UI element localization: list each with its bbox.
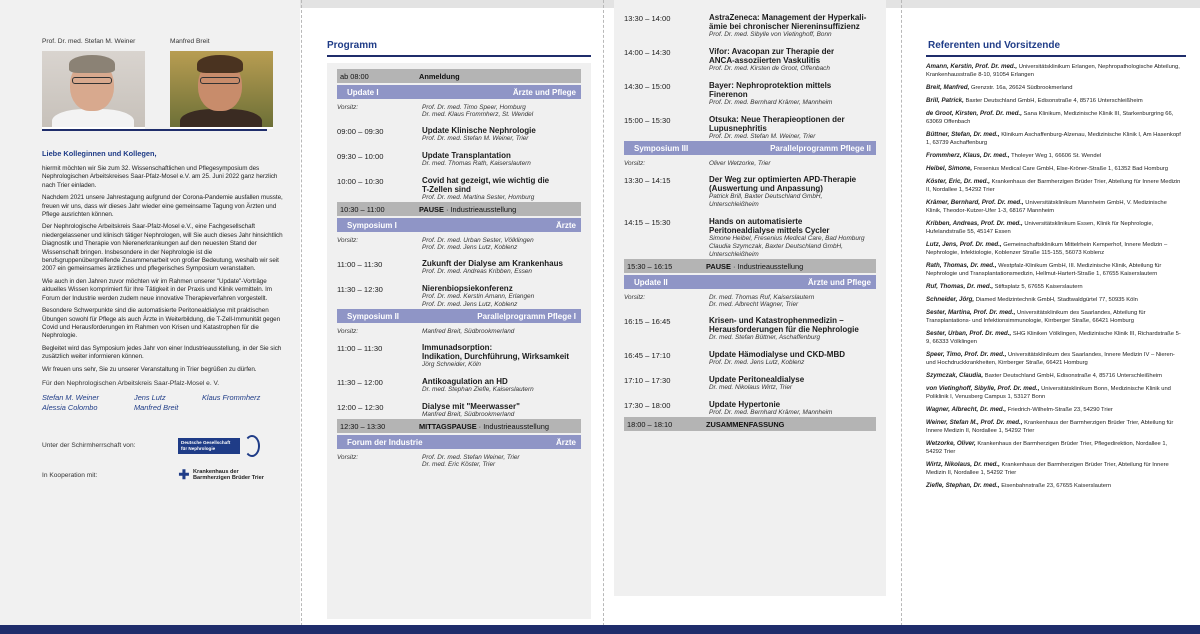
section-header	[337, 85, 581, 99]
referents-panel	[902, 0, 1200, 625]
break-label	[706, 262, 803, 271]
break-row	[337, 69, 581, 83]
talk-speaker: Prof. Dr. med. Jens Lutz, Koblenz	[422, 301, 518, 308]
talk-speaker: Prof. Dr. med. Kerstin Amann, Erlangen	[422, 293, 535, 300]
talk-content	[709, 316, 876, 342]
chair-name: Prof. Dr. med. Jens Lutz, Koblenz	[422, 244, 518, 251]
talk-item	[337, 343, 581, 369]
talk-content	[422, 259, 581, 276]
dgn-logo-mark-icon	[244, 435, 260, 457]
referent-name: Wirtz, Nikolaus, Dr. med.,	[926, 461, 1000, 468]
section-header	[624, 275, 876, 289]
photo-caption: Prof. Dr. med. Stefan M. Weiner	[42, 38, 136, 45]
referent-entry	[926, 165, 1186, 173]
talk-title: Der Weg zur optimierten APD-Therapie	[709, 175, 857, 184]
talk-title: T-Zellen sind	[422, 185, 471, 194]
referent-entry	[926, 84, 1186, 92]
talk-speaker: Unterschleißheim	[709, 201, 759, 208]
talk-content	[709, 400, 876, 417]
time-label: 11:30 – 12:30	[337, 285, 383, 294]
referent-affiliation: Krankenhaus der Barmherzigen Brüder Trier, Abteilung für Innere Medizin II, Nordallee 1, 54292 Trier	[926, 179, 1181, 193]
program-list	[327, 63, 591, 619]
section-header	[624, 141, 876, 155]
patronage-label: Unter der Schirmherrschaft von:	[42, 442, 136, 450]
time-label: ab 08:00	[340, 71, 369, 81]
cross-icon: ✚	[178, 467, 190, 483]
signature: Klaus Frommherz	[202, 392, 261, 402]
referent-affiliation: Krankenhaus der Barmherzigen Brüder Trier, Pflegedirektion, Nordallee 1, 54292 Trier	[926, 441, 1168, 455]
photo-column-weiner	[42, 38, 152, 129]
greeting: Liebe Kolleginnen und Kollegen,	[42, 149, 157, 158]
referent-name: Amann, Kerstin, Prof. Dr. med.,	[926, 63, 1018, 70]
chair-name: Dr. med. Thomas Ruf, Kaiserslautern	[709, 294, 815, 301]
talk-title: ANCA-assoziierten Vaskulitis	[709, 56, 821, 65]
talk-title: Krisen- und Katastrophenmedizin –	[709, 316, 844, 325]
talk-speaker: Prof. Dr. med. Martina Sester, Homburg	[422, 194, 535, 201]
chair-names	[709, 294, 814, 308]
referent-affiliation: Friedrich-Wilhelm-Straße 23, 54290 Trier	[1006, 407, 1113, 413]
referent-name: Krämer, Bernhard, Prof. Dr. med.,	[926, 199, 1024, 206]
chair-name: Prof. Dr. med. Timo Speer, Homburg	[422, 104, 526, 111]
section-name: Symposium III	[634, 143, 689, 153]
talk-title: Nierenbiopsiekonferenz	[422, 284, 513, 293]
talk-speaker: Prof. Dr. med. Bernhard Krämer, Mannheim	[709, 99, 833, 106]
talk-item	[624, 400, 876, 417]
referent-affiliation: Universitätsklinikum Erlangen, Nephropathologische Abteilung, Krankenhausstraße 8-10, 91054 Erlangen	[926, 64, 1180, 78]
talk-item	[624, 217, 876, 259]
talk-speaker: Jörg Schneider, Köln	[422, 361, 481, 368]
time-label: 17:10 – 17:30	[624, 376, 671, 385]
break-note: · Industrieausstellung	[443, 204, 517, 214]
chair-name: Dr. med. Albrecht Wagner, Trier	[709, 301, 799, 308]
talk-speaker: Prof. Dr. med. Bernhard Krämer, Mannheim	[709, 409, 833, 416]
section-header	[337, 309, 581, 323]
referent-affiliation: Universitätsklinikum Mannheim GmbH, V. Medizinische Klinik, Theodor-Kutzer-Ufer 1-3, 68167 Mannheim	[926, 200, 1167, 214]
paragraph: Besondere Schwerpunkte sind die automatisierte Peritonealdialyse mit praktischen Übungen sowohl für Pflege als auch Ärzte in Weiterbildung, die T-Zell-Immunität gegen Covid und Herausforderungen im Rahmen von Krisen und Katastrophen für die Nephrologie.	[42, 307, 281, 340]
talk-content	[422, 151, 581, 168]
signature: Jens Lutz	[134, 392, 166, 402]
time-label: 17:30 – 18:00	[624, 401, 671, 410]
section-audience: Ärzte	[555, 220, 576, 230]
break-title: Anmeldung	[419, 71, 460, 81]
referent-affiliation: Fresenius Medical Care GmbH, Else-Kröner-Straße 1, 61352 Bad Homburg	[972, 166, 1168, 172]
talk-title: Peritonealdialyse mittels Cycler	[709, 226, 830, 235]
section-header	[337, 218, 581, 232]
referent-affiliation: Baxter Deutschland GmbH, Edisonstraße 4, 85716 Unterschleißheim	[963, 98, 1143, 104]
welcome-panel	[0, 0, 300, 625]
time-label: 11:00 – 11:30	[337, 344, 383, 353]
referent-entry	[926, 482, 1186, 490]
break-row	[624, 417, 876, 431]
referent-affiliation: Universitätsklinikum des Saarlandes, Abteilung für Transplantations- und Infektionsimmunologie, Kirrberger Straße, 66421 Homburg	[926, 310, 1146, 324]
section-audience: Ärzte	[555, 437, 576, 447]
talk-title: Update Hämodialyse und CKD-MBD	[709, 350, 846, 359]
photo-row	[42, 38, 286, 129]
chair-name: Prof. Dr. med. Stefan Weiner, Trier	[422, 454, 520, 461]
talk-content	[709, 13, 876, 39]
referent-entry	[926, 131, 1186, 147]
talk-content	[422, 377, 581, 394]
talk-speaker: Manfred Breit, Südbrookmerland	[422, 411, 515, 418]
talk-content	[709, 217, 876, 259]
talk-title: AstraZeneca: Management der Hyperkali-	[709, 13, 867, 22]
break-title: PAUSE	[706, 261, 731, 271]
talk-speaker: Prof. Dr. med. Stefan M. Weiner, Trier	[422, 135, 529, 142]
time-label: 10:30 – 11:00	[340, 204, 385, 214]
referent-entry	[926, 220, 1186, 236]
time-label: 14:00 – 14:30	[624, 48, 671, 57]
break-label	[419, 72, 460, 81]
referent-name: Wetzorke, Oliver,	[926, 440, 976, 447]
chair-name: Prof. Dr. med. Urban Sester, Völklingen	[422, 237, 534, 244]
chair-names	[422, 104, 533, 118]
talk-title: Lupusnephritis	[709, 124, 767, 133]
chair-label: Vorsitz:	[337, 104, 359, 111]
time-label: 14:15 – 15:30	[624, 218, 671, 227]
talk-title: Otsuka: Neue Therapieoptionen der	[709, 115, 845, 124]
paragraph: Wir freuen uns sehr, Sie zu unserer Veranstaltung in Trier begrüßen zu dürfen.	[42, 365, 257, 373]
referent-entry	[926, 296, 1186, 304]
referent-affiliation: SHG Kliniken Völklingen, Medizinische Klinik III, Richardstraße 5-9, 66333 Völklingen	[926, 331, 1181, 345]
time-label: 18:00 – 18:10	[627, 419, 673, 429]
talk-item	[337, 259, 581, 276]
chair-name: Manfred Breit, Südbrookmerland	[422, 328, 515, 335]
talk-item	[624, 316, 876, 342]
referent-affiliation: Diamed Medizintechnik GmbH, Stadtwaldgürtel 77, 50935 Köln	[974, 297, 1138, 303]
referent-entry	[926, 309, 1186, 325]
chair-names	[422, 454, 520, 468]
talk-title: Immunadsorption:	[422, 343, 493, 352]
time-label: 10:00 – 10:30	[337, 177, 384, 186]
time-label: 15:30 – 16:15	[627, 261, 673, 271]
referent-affiliation: Universitätsklinikum Bonn, Medizinische Klinik und Poliklinik I, Venusberg Campus 1, 53127 Bonn	[926, 386, 1171, 400]
talk-item	[337, 402, 581, 419]
talk-item	[624, 13, 876, 39]
dgn-logo: Deutsche Gesellschaft für Nephrologie	[178, 438, 240, 454]
time-label: 16:15 – 16:45	[624, 317, 671, 326]
section-name: Update II	[634, 277, 668, 287]
time-label: 09:30 – 10:00	[337, 152, 384, 161]
referent-name: Lutz, Jens, Prof. Dr. med.,	[926, 241, 1002, 248]
time-label: 16:45 – 17:10	[624, 351, 671, 360]
talk-item	[624, 350, 876, 367]
hospital-logo	[178, 469, 277, 482]
referent-entry	[926, 110, 1186, 126]
referent-name: Köster, Eric, Dr. med.,	[926, 178, 990, 185]
talk-title: Dialyse mit "Meerwasser"	[422, 402, 520, 411]
referent-affiliation: Universitätsklinikum des Saarlandes, Innere Medizin IV – Nieren- und Hochdruckkrankheiten, Kirrberger Straße, 66421 Homburg	[926, 352, 1175, 366]
talk-item	[624, 81, 876, 107]
referent-entry	[926, 178, 1186, 194]
paragraph: Der Nephrologische Arbeitskreis Saar-Pfalz-Mosel e.V., eine Fachgesellschaft niedergelassener und klinisch tätiger Nephrologen, will Sie auch dieses Jahr hinsichtlich Diagnostik und Therapie von Nierenerkrankungen auf den neuesten Stand der Wissenschaft bringen. Insbesondere in der Nephrologie ist die berufsgruppenübergreifende Zusammenarbeit von großer Bedeutung, weshalb wir seit 2007 ein gemeinsames ärztliches und pflegerisches Symposium veranstalten.	[42, 223, 283, 273]
referent-affiliation: Stiftsplatz 5, 67655 Kaiserslautern	[993, 284, 1083, 290]
talk-title: Update Peritonealdialyse	[709, 375, 805, 384]
talk-item	[624, 175, 876, 209]
talk-speaker: Patrick Brill, Baxter Deutschland GmbH,	[709, 193, 823, 200]
time-label: 11:00 – 11:30	[337, 260, 383, 269]
time-label: 13:30 – 14:15	[624, 176, 671, 185]
referent-entry	[926, 440, 1186, 456]
time-label: 11:30 – 12:00	[337, 378, 383, 387]
referent-entry	[926, 97, 1186, 105]
talk-item	[337, 377, 581, 394]
referent-name: Rath, Thomas, Dr. med.,	[926, 262, 997, 269]
section-name: Symposium I	[347, 220, 397, 230]
talk-content	[422, 126, 581, 143]
section-header	[337, 435, 581, 449]
referent-name: Wagner, Albrecht, Dr. med.,	[926, 406, 1007, 413]
referents-title: Referenten und Vorsitzende	[928, 40, 1061, 51]
divider	[42, 129, 267, 131]
chair-names	[422, 328, 514, 335]
section-name: Symposium II	[347, 311, 400, 321]
chair-names	[422, 237, 534, 251]
talk-speaker: Prof. Dr. med. Jens Lutz, Koblenz	[709, 359, 805, 366]
referent-affiliation: Gemeinschaftsklinikum Mittelrhein Kemperhof, Innere Medizin – Nephrologie, Infektiologie, Koblenzer Straße 115-155, 56073 Koblenz	[926, 242, 1168, 256]
photo-caption: Manfred Breit	[170, 38, 210, 45]
referent-entry	[926, 330, 1186, 346]
chair-row	[624, 160, 876, 167]
time-label: 12:30 – 13:30	[340, 421, 386, 431]
break-title: ZUSAMMENFASSUNG	[706, 419, 785, 429]
referent-name: Schneider, Jörg,	[926, 296, 975, 303]
chair-label: Vorsitz:	[337, 454, 359, 461]
chair-name: Dr. med. Klaus Frommherz, St. Wendel	[422, 111, 534, 118]
talk-speaker: Dr. med. Stephan Ziefle, Kaiserslautern	[422, 386, 534, 393]
talk-item	[337, 126, 581, 143]
chair-label: Vorsitz:	[624, 294, 646, 301]
chair-label: Vorsitz:	[337, 328, 359, 335]
for-line: Für den Nephrologischen Arbeitskreis Saar-Pfalz-Mosel e. V.	[42, 379, 220, 387]
section-name: Forum der Industrie	[347, 437, 423, 447]
portrait-photo	[42, 51, 145, 129]
paragraph: Nachdem 2021 unsere Jahrestagung aufgrund der Corona-Pandemie ausfallen musste, freuen wir uns, dass wir dieses Jahr wieder eine gemeinsame Tagung von Ärzten und Pflege ausrichten können.	[42, 194, 283, 219]
talk-title: Finerenon	[709, 90, 748, 99]
referent-affiliation: Krankenhaus der Barmherzigen Brüder Trier, Abteilung für Innere Medizin II, Nordallee 1, 54292 Trier	[926, 420, 1174, 434]
talk-speaker: Claudia Szymczak, Baxter Deutschland GmbH,	[709, 243, 843, 250]
chair-label: Vorsitz:	[624, 160, 646, 167]
break-label	[706, 420, 784, 429]
talk-speaker: Dr. med. Nikolaus Wirtz, Trier	[709, 384, 793, 391]
divider	[926, 55, 1186, 57]
talk-content	[422, 343, 581, 369]
talk-item	[624, 47, 876, 73]
time-label: 12:00 – 12:30	[337, 403, 384, 412]
section-audience: Ärzte und Pflege	[512, 87, 576, 97]
break-title: MITTAGSPAUSE	[419, 421, 477, 431]
time-label: 09:00 – 09:30	[337, 127, 384, 136]
break-row	[337, 419, 581, 433]
hospital-logo-text: Krankenhaus der Barmherzigen Brüder Trier	[193, 468, 264, 482]
referent-entry	[926, 199, 1186, 215]
talk-content	[709, 115, 876, 141]
chair-row	[337, 328, 581, 335]
break-label	[419, 422, 549, 431]
talk-title: Hands on automatisierte	[709, 217, 803, 226]
talk-item	[624, 375, 876, 392]
talk-item	[337, 176, 581, 202]
referent-entry	[926, 419, 1186, 435]
photo-column-breit	[170, 38, 280, 129]
talk-title: Covid hat gezeigt, wie wichtig die	[422, 176, 550, 185]
talk-title: Update Klinische Nephrologie	[422, 126, 536, 135]
section-audience: Parallelprogramm Pflege I	[477, 311, 576, 321]
break-note: · Industrieausstellung	[476, 421, 549, 431]
talk-title: ämie bei chronischer Niereninsuffizienz	[709, 22, 860, 31]
referent-name: Frommherz, Klaus, Dr. med.,	[926, 152, 1010, 159]
talk-content	[709, 350, 876, 367]
referent-name: Speer, Timo, Prof. Dr. med.,	[926, 351, 1007, 358]
talk-title: Herausforderungen für die Nephrologie	[709, 325, 859, 334]
talk-item	[337, 151, 581, 168]
referent-name: Breit, Manfred,	[926, 84, 970, 91]
referent-name: Sester, Martina, Prof. Dr. med.,	[926, 309, 1016, 316]
talk-speaker: Dr. med. Thomas Rath, Kaiserslautern	[422, 160, 531, 167]
portrait-photo	[170, 51, 273, 129]
referent-entry	[926, 63, 1186, 79]
referent-entry	[926, 283, 1186, 291]
referent-affiliation: Sana Klinikum, Medizinische Klinik III, Starkenburgring 66, 63069 Offenbach	[926, 111, 1174, 125]
referent-entry	[926, 262, 1186, 278]
referent-affiliation: Krankenhaus der Barmherzigen Brüder Trier, Abteilung für Innere Medizin II, Nordallee 1, 54292 Trier	[926, 462, 1169, 476]
divider	[327, 55, 591, 57]
referent-affiliation: Baxter Deutschland GmbH, Edisonstraße 4, 85716 Unterschleißheim	[983, 373, 1162, 379]
paragraph: Begleitet wird das Symposium jedes Jahr von einer Industrieausstellung, in der Sie sich zusätzlich weiter informieren können.	[42, 344, 282, 361]
signature: Stefan M. Weiner	[42, 392, 99, 402]
program-list	[614, 0, 886, 596]
chair-row	[337, 237, 581, 251]
break-label	[419, 205, 516, 214]
referent-affiliation: Grenzstr. 16a, 26624 Südbrookmerland	[969, 85, 1073, 91]
chair-row	[337, 104, 581, 118]
talk-content	[709, 175, 876, 209]
referent-name: Sester, Urban, Prof. Dr. med.,	[926, 330, 1012, 337]
referent-name: von Vietinghoff, Sibylle, Prof. Dr. med.,	[926, 385, 1040, 392]
program-title: Programm	[327, 40, 378, 51]
bottom-band	[0, 625, 1200, 634]
talk-title: Update Transplantation	[422, 151, 511, 160]
referent-affiliation: Universitätsklinikum Essen, Klinik für Nephrologie, Hufelandstraße 55, 45147 Essen	[926, 221, 1154, 235]
referent-name: Ziefle, Stephan, Dr. med.,	[926, 482, 1000, 489]
paragraph: hiermit möchten wir Sie zum 32. Wissenschaftlichen und Pflegesymposium des Nephrologischen Arbeitskreises Saar-Pfalz-Mosel e.V. am 25. Juni 2022 ganz herzlich nach Trier einladen.	[42, 165, 278, 189]
talk-speaker: Prof. Dr. med. Stefan M. Weiner, Trier	[709, 133, 816, 140]
section-audience: Ärzte und Pflege	[807, 277, 871, 287]
talk-speaker: Prof. Dr. med. Sibylle von Vietinghoff, Bonn	[709, 31, 832, 38]
referent-entry	[926, 241, 1186, 257]
break-row	[337, 202, 581, 216]
referent-name: Büttner, Stefan, Dr. med.,	[926, 131, 1000, 138]
talk-item	[337, 284, 581, 309]
talk-item	[624, 115, 876, 141]
talk-speaker: Prof. Dr. med. Andreas Kribben, Essen	[422, 268, 532, 275]
referent-entry	[926, 461, 1186, 477]
referent-name: Kribben, Andreas, Prof. Dr. med.,	[926, 220, 1023, 227]
referent-name: Ruf, Thomas, Dr. med.,	[926, 283, 994, 290]
talk-speaker: Prof. Dr. med. Kirsten de Groot, Offenbach	[709, 65, 830, 72]
patronage-row	[42, 435, 286, 457]
talk-speaker: Simone Heibel, Fresenius Medical Care, Bad Homburg	[709, 235, 865, 242]
talk-title: (Auswertung und Anpassung)	[709, 184, 823, 193]
talk-content	[422, 176, 581, 202]
referent-affiliation: Westpfalz-Klinikum GmbH, III. Medizinische Klinik, Abteilung für Nephrologie und Transplantationsmedizin, Hellmut-Hartert-Straße 1, 67655 Kaiserslautern	[926, 263, 1162, 277]
referent-name: Heibel, Simone,	[926, 165, 973, 172]
paragraph: Wie auch in den Jahren zuvor möchten wir im Rahmen unserer "Update"-Vorträge aktuelles Wissen komprimiert für Ihre Tätigkeit in der Praxis und Klinik vermitteln. Im Forum der Industrie werden zudem neue innovative Therapieverfahren vorgestellt.	[42, 277, 272, 302]
referent-entry	[926, 372, 1186, 380]
time-label: 15:00 – 15:30	[624, 116, 671, 125]
talk-title: Indikation, Durchführung, Wirksamkeit	[422, 352, 570, 361]
referent-name: de Groot, Kirsten, Prof. Dr. med.,	[926, 110, 1022, 117]
cooperation-row	[42, 469, 286, 482]
talk-content	[709, 375, 876, 392]
chair-row	[624, 294, 876, 308]
cooperation-label: In Kooperation mit:	[42, 471, 98, 479]
talk-title: Antikoagulation an HD	[422, 377, 508, 386]
talk-title: Vifor: Avacopan zur Therapie der	[709, 47, 835, 56]
signatures	[42, 393, 286, 413]
talk-content	[709, 81, 876, 107]
talk-content	[422, 284, 581, 309]
signature: Alessia Colombo	[42, 402, 98, 412]
talk-speaker: Unterschleißheim	[709, 251, 759, 258]
chair-row	[337, 454, 581, 468]
referent-affiliation: Klinikum Aschaffenburg-Alzenau, Medizinische Klinik I, Am Hasenkopf 1, 63739 Aschaffenburg	[926, 132, 1181, 146]
time-label: 14:30 – 15:00	[624, 82, 671, 91]
talk-title: Bayer: Nephroprotektion mittels	[709, 81, 832, 90]
break-title: PAUSE	[419, 204, 444, 214]
referent-affiliation: Tholeyer Weg 1, 66606 St. Wendel	[1009, 153, 1102, 159]
talk-speaker: Dr. med. Stefan Büttner, Aschaffenburg	[709, 334, 821, 341]
time-label: 13:30 – 14:00	[624, 14, 671, 23]
program-panel-1	[301, 0, 601, 625]
talk-content	[709, 47, 876, 73]
chair-names	[709, 160, 771, 167]
referents-list	[926, 63, 1186, 490]
signature: Manfred Breit	[134, 402, 179, 412]
chair-label: Vorsitz:	[337, 237, 359, 244]
referent-entry	[926, 385, 1186, 401]
chair-name: Dr. med. Eric Köster, Trier	[422, 461, 496, 468]
referent-entry	[926, 406, 1186, 414]
referent-entry	[926, 152, 1186, 160]
referent-affiliation: Eisenbahnstraße 23, 67655 Kaiserslautern	[999, 483, 1112, 489]
section-audience: Parallelprogramm Pflege II	[770, 143, 871, 153]
chair-name: Oliver Wetzorke, Trier	[709, 160, 771, 167]
break-row	[624, 259, 876, 273]
break-note: · Industrieausstellung	[730, 261, 804, 271]
talk-title: Zukunft der Dialyse am Krankenhaus	[422, 259, 563, 268]
talk-title: Update Hypertonie	[709, 400, 781, 409]
section-name: Update I	[347, 87, 379, 97]
referent-name: Weiner, Stefan M., Prof. Dr. med.,	[926, 419, 1023, 426]
program-panel-2	[604, 0, 900, 625]
talk-content	[422, 402, 581, 419]
referent-name: Brill, Patrick,	[926, 97, 964, 104]
referent-entry	[926, 351, 1186, 367]
referent-name: Szymczak, Claudia,	[926, 372, 984, 379]
